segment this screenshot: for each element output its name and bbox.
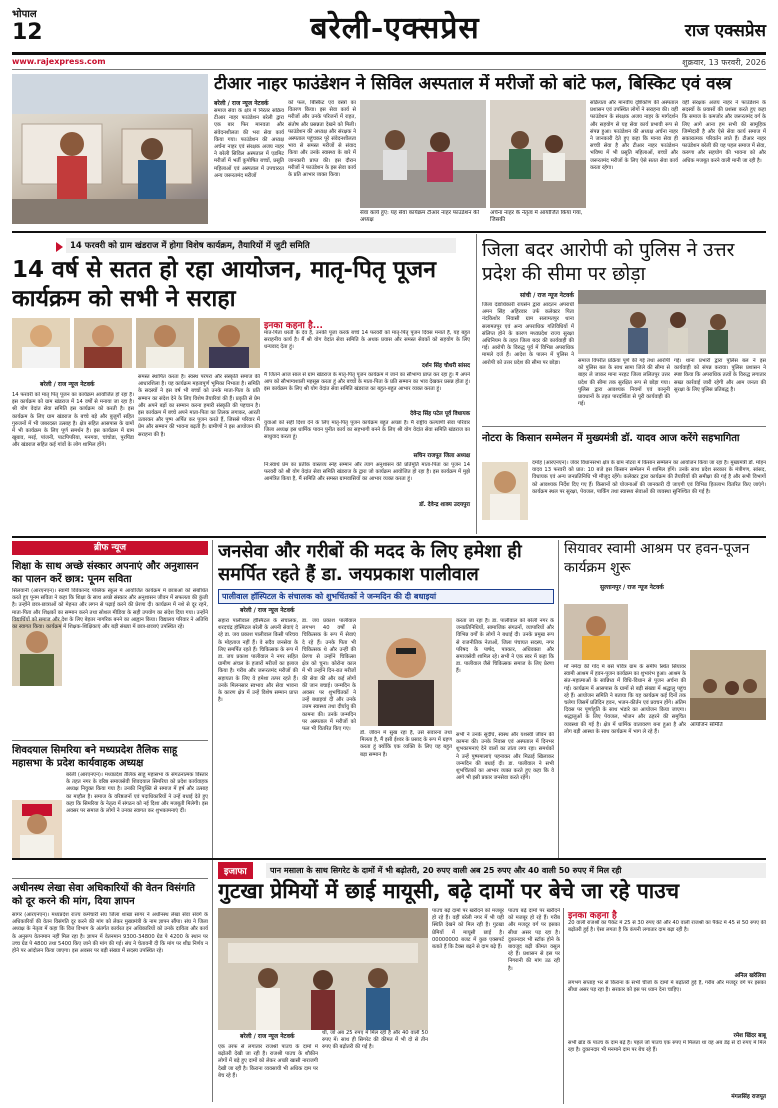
story5-col3: करता जा रहा है। डा. पालीवाल को बरेली नगर के जनप्रतिनिधियों, सामाजिक संगठनों, व्यापारियों और विभिन्न वर्गों के लोगों ने बधाई दी। उनके प्रमुख रूप से राजनीतिक नेताओं, जिला पंचायत सदस्य, नगर परिषद के पार्षद, पत्रकार, अधिवक्ता और समाजसेवी शामिल रहे। सभी ने एक स्वर में कहा कि डा. पालीवाल जैसे चिकित्सक समाज के लिए प्रेरणा हैं।	[456, 618, 554, 675]
story2-portraits-graphic	[12, 318, 260, 368]
story5-subhead: पालीवाल हॉस्पिटल के संचालक को शुभचिंतकों ने जन्मदिन की दी बधाइयां	[218, 589, 554, 604]
story7-kicker: पान मसाला के साथ सिगरेट के दामों में भी बढ़ोतरी, 20 रुपए वाली अब 25 रुपए और 40 वाली 50 रुपए में मिल रही	[266, 863, 766, 878]
page-city: भोपाल	[12, 9, 37, 20]
divider	[12, 740, 208, 741]
story1-col3: सक्रियता और मानवीय दृष्टिकोण की अस्पताल प्रशासन एवं उपस्थित लोगों ने सराहना की। वहीं फाउंडेशन के संरक्षक अजय नाहर के मार्गदर्शन और सहयोग से यह सेवा कार्य प्रभावी रूप से संपन्न हुआ। फाउंडेशन की अध्यक्ष अर्चना नाहर ने जानकारी देते हुए कहा कि मानव सेवा ही सच्ची सेवा है और टीआर नाहर फाउंडेशन भविष्य में भी प्रसूति महिलाओं, बच्चों और जरूरतमंद मरीजों के लिए ऐसे सतत सेवा कार्य करता रहेगा।	[590, 100, 678, 171]
story6-photo2	[690, 650, 766, 720]
story1-byline: बरेली / राज न्यूज नेटवर्क	[214, 100, 269, 107]
story7-photo	[218, 908, 428, 1030]
story6-byline: सुल्तानपुर / राज न्यूज नेटवर्क	[600, 584, 664, 591]
story7-col3: पाउच बढ़े दामों पर खरीदने को मजबूर हो रहे हैं। वहीं बरेली नगर में भी यही स्थिति देखने को मिल रही है। गुटखा प्रेमियों में मायूसी छाई है। 00000000 बजट में कुछ एक्सपर्ट बताते हैं कि टैक्स बढ़ने से दाम बढ़े हैं।	[432, 908, 504, 951]
column-rule	[476, 234, 477, 534]
story4-headline: नोटरा के किसान सम्मेलन में मुख्यमंत्री डॉ. यादव आज करेंगे सहभागिता	[482, 433, 740, 444]
website-link[interactable]: www.rajexpress.com	[12, 57, 106, 66]
column-rule	[563, 908, 564, 1104]
story2-quote2: मैं जितने आज साल से ग्राम खंडराज के मातृ-पितृ पूजन कार्यक्रम में जाने का सौभाग्य प्राप्त कर रहा हूं। मैं अपने आप को सौभाग्यशाली महसूस करता हूं और बच्चों के माता-पिता के प्रति सम्मान का भाव देखकर प्रसन्न होता हूं। इस कार्यक्रम के लिए श्री योग वेदांत सेवा समिति खंडराज का बहुत-बहुत आभार व्यक्त करता हूं।	[264, 372, 470, 393]
story1-col1: समाज सेवा के क्षेत्र में निरंतर सक्रिय टीआर नाहर फाउंडेशन बरेली द्वारा एक बार फिर मानवता और संवेदनशीलता की भरा सेवा कार्य किया गया। फाउंडेशन की अध्यक्ष अर्चना नाहर एवं संरक्षक अजय नाहर ने बरेली सिविल अस्पताल में एडमिट मरीजों में भर्ती कुपोषित बच्चों, प्रसूति महिलाओं एवं अस्पताल में उपचाररत अन्य जरूरतमंद मरीजों	[214, 108, 284, 179]
story1-caption2: अर्चना नाहर के नेतृत्व में आयोजित किया गया, जिसकी	[490, 210, 583, 223]
story5-col1: सहारा पालीवाल हॉस्पिटल के संचालक, शरदचंद्र हॉस्पिटल बरेली के अपनी सेवाएं दे रहे डा. जय प्रकाश पालीवाल किसी परिचय के मोहताज नहीं हैं। वे सदैव जनसेवा के लिए समर्पित रहते हैं। चिकित्सक के रूप में डा. जय प्रकाश पालीवाल ने नगर सहित ग्रामीण अंचल के हजारों मरीजों का इलाज किया है। गरीब और जरूरतमंद मरीजों की सहायता के लिए वे हमेशा तत्पर रहते हैं। उनके मिलनसार स्वभाव और सेवा भावना के कारण क्षेत्र में उन्हें विशेष सम्मान प्राप्त है।	[218, 618, 298, 704]
brief-photo2-graphic	[12, 800, 62, 860]
brief-label: ब्रीफ न्यूज	[12, 541, 208, 555]
story1-caption1: सेवा कार्य हुए: यह सेवा कार्यक्रम टीआर नाहर फाउंडेशन की अध्यक्ष	[360, 210, 480, 223]
brief-text1: सिलवानी (आरएनएन)। स्वामी विवेकानंद पब्लिक स्कूल में आयोजित कार्यक्रम में छात्राओं को संबोधित करते हुए पूनम सविता ने कहा कि शिक्षा के साथ अच्छे संस्कार और अनुशासन जीवन में सफलता की कुंजी है। उन्होंने छात्र-छात्राओं को मेहनत और लगन से पढ़ाई करने की प्रेरणा दी। कार्यक्रम में नशे से दूर रहने, माता-पिता और शिक्षकों का सम्मान करने तथा सोशल मीडिया के सही उपयोग का संदेश दिया गया। उन्होंने विद्यार्थियों को समाज और देश के लिए बेहतर नागरिक बनने का आह्वान किया। विद्यालय परिवार ने अतिथि का स्वागत किया। कार्यक्रम में शिक्षक-शिक्षिकाएं और बड़ी संख्या में छात्र-छात्राएं उपस्थित रहे।	[12, 588, 208, 631]
page-number: 12	[12, 20, 43, 45]
story3-byline: सांची / राज न्यूज नेटवर्क	[520, 292, 574, 299]
story2-quote4: नि:स्वार्थ प्रेम का प्रतीक वास्तव्य स्नेह सम्मान और त्याग अनुशासन की प्रतिमूर्ति माता-पिता का पूजन 14 फरवरी को श्री योग वेदांत सेवा समिति खंडराज के द्वारा जो कार्यक्रम आयोजित हो रहा है। इस कार्यक्रम में मुझे आमंत्रित किया है, मैं समिति और समस्त ग्रामवासियों का आभार व्यक्त करता हूं।	[264, 462, 470, 483]
story7-quote1: 20 वाली राजश्री का पैकेट में 25 से 30 रुपए की और 40 वाली राजश्री का पैकेट में 45 से 50 रुपए की बढ़ोतरी हुई है। ऐसा लगता है कि कंपनी लगातार दाम बढ़ा रही है।	[568, 920, 766, 934]
story7-byline: बरेली / राज न्यूज नेटवर्क	[240, 1033, 295, 1040]
story5-col2: डा. जय प्रकाश पालीवाल लगभग 40 वर्षों से चिकित्सक के रूप में सेवाएं दे रहे हैं। उनके पिता भी चिकित्सक थे और उन्हीं की प्रेरणा से उन्होंने चिकित्सा क्षेत्र को चुना। कोरोना काल में भी उन्होंने दिन-रात मरीजों की सेवा की और कई लोगों की जान बचाई। जन्मदिन के अवसर पर शुभचिंतकों ने उन्हें बधाइयां दीं और उनके उत्तम स्वास्थ्य तथा दीर्घायु की कामना की। उनके जन्मदिन पर अस्पताल में मरीजों को फल भी वितरित किए गए।	[302, 618, 356, 733]
brief-text3: सागर (आरएनएन)। मध्यप्रदेश राज्य कर्मचारी संघ जिला शाखा सागर ने अधीनस्थ लेखा सेवा संवर्ग के अधिकारियों की वेतन विसंगति दूर करने की मांग को लेकर मुख्यमंत्री के नाम ज्ञापन सौंपा। संघ ने जिला अध्यक्ष के नेतृत्व में कहा कि वित्त विभाग के अंतर्गत कार्यरत इन अधिकारियों को उनके दायित्व और कार्य के अनुरूप वेतनमान नहीं मिल रहा है। ज्ञापन में वेतनमान 9300-34800 ग्रेड पे 4200 के स्थान पर उच्च ग्रेड पे 4800 तथा 5400 किए जाने की मांग की गई। संघ ने चेतावनी दी कि मांग पर शीघ्र निर्णय न होने पर आंदोलन किया जाएगा। इस अवसर पर बड़ी संख्या में सदस्य उपस्थित रहे।	[12, 912, 208, 955]
story7-col4: पाउच बढ़े दामों पर खरीदने को मजबूर हो रहे हैं। गरीब और मजदूर वर्ग पर इसका सीधा असर पड़ रहा है। दुकानदार भी स्टॉक होने के बावजूद बढ़ी कीमत वसूल रहे हैं। प्रशासन से इस पर निगरानी की मांग उठ रही है।	[508, 908, 560, 972]
story1-photo2	[360, 100, 486, 208]
brief-photo2	[12, 800, 62, 860]
story7-quote3-name: मंगलसिंह राजपूत	[731, 1094, 766, 1100]
section-rule	[12, 858, 766, 860]
section-title: बरेली-एक्सप्रेस	[310, 11, 480, 46]
story2-col2: समस्त स्थापित करता है। स्वस्थ परंपरा और संस्कृति समाज की आधारशिला है। यह कार्यक्रम महत्वपूर्ण भूमिका निभाता है। समिति के सदस्यों ने इस वर्ष भी बच्चों को उनके माता-पिता के प्रति सम्मान का संदेश देने के लिए विशेष तैयारियां की हैं। प्रकृति से प्रेम और अपने बड़ों का सम्मान करना हमारी संस्कृति की पहचान है। इस कार्यक्रम में बच्चे अपने माता-पिता का तिलक लगाकर, आरती उतारकर और पुष्प अर्पित कर पूजन करते हैं, जिससे परिवार में प्रेम और सम्मान की भावना बढ़ती है। ग्रामीणों ने इस आयोजन की सराहना की है।	[138, 374, 260, 438]
story1-photo-graphic	[12, 74, 208, 224]
story1-photo3-graphic	[490, 100, 586, 208]
story1-photo	[12, 74, 208, 224]
story4-text: दमोह (आरएनएन)। जेवर विधानसभा क्षेत्र के ग्राम नोटरा में किसान सम्मेलन का आयोजन किया जा रहा है। मुख्यमंत्री डॉ. मोहन यादव 13 फरवरी को प्रात: 10 बजे इस किसान सम्मेलन में शामिल होंगे। उनके साथ प्रदेश सरकार के मंत्रीगण, सांसद, विधायक एवं अन्य जनप्रतिनिधि भी मौजूद रहेंगे। कलेक्टर द्वारा कार्यक्रम की तैयारियों की समीक्षा की गई है और सभी विभागों को आवश्यक निर्देश दिए गए हैं। किसानों को योजनाओं की जानकारी दी जाएगी एवं विभिन्न हितलाभ वितरित किए जाएंगे। कार्यक्रम स्थल पर सुरक्षा, पेयजल, पार्किंग तथा स्वास्थ्य सेवाओं की व्यवस्था सुनिश्चित की गई है।	[532, 460, 766, 495]
story2-quote-title: इनका कहना है...	[264, 321, 323, 331]
story3-photo-graphic	[578, 290, 766, 354]
story1-photo3	[490, 100, 586, 208]
story7-quote3: सभी ब्रांड के पाउच के दाम बढ़े हैं। पहले जो पाउच एक रुपए में मिलता था वह अब डेढ़ से दो रुपए में मिल रहा है। दुकानदार भी मनमाने दाम पर बेच रहे हैं।	[568, 1040, 766, 1054]
story7-col2: थी, जो अब 25 रुपए में मिल रही है और 40 वाली 50 रुपए में। साथ ही सिगरेट की कीमत में भी दो से तीन रुपए की बढ़ोतरी की गई है।	[322, 1030, 428, 1051]
story1-headline: टीआर नाहर फाउंडेशन ने सिविल अस्पताल में मरीजों को बांटे फल, बिस्किट एवं वस्त्र	[214, 74, 732, 94]
story7-quote-title: इनका कहना है	[568, 911, 617, 921]
story4-photo-graphic	[482, 462, 528, 520]
divider	[12, 878, 208, 879]
story2-quote4-name: डॉ. देवेन्द्र शाक्य उदयपुरा	[419, 502, 470, 508]
story7-quote2: लगभग सप्ताह भर से किराना के सभी चीजों के दामों में बढ़ोतरी हुई है, गरीब और मजदूर वर्ग पर इसका सीधा असर पड़ रहा है। सरकार को इस पर ध्यान देना चाहिए।	[568, 980, 766, 994]
brief-text2: बरेली (आरएनएन)। मध्यप्रदेश तैलिक साहू महासभा के संगठनात्मक विस्तार के तहत नगर के वरिष्ठ समाजसेवी शिवदयाल सिमरिया को प्रदेश कार्यवाहक अध्यक्ष नियुक्त किया गया है। उनकी नियुक्ति से समाज में हर्ष और उत्साह का माहौल है। समाज के वरिष्ठजनों एवं पदाधिकारियों ने उन्हें बधाई देते हुए कहा कि सिमरिया के नेतृत्व में संगठन को नई दिशा और मजबूती मिलेगी। इस अवसर पर समाज के लोगों ने उनका स्वागत कर शुभकामनाएं दीं।	[66, 772, 208, 815]
column-rule	[558, 540, 559, 858]
story1-photo2-graphic	[360, 100, 486, 208]
story7-headline: गुटखा प्रेमियों में छाई मायूसी, बढ़े दामों पर बेचे जा रहे पाउच	[218, 879, 680, 903]
story5-col4: सभी ने उनके सुदीर्घ, स्वस्थ और यशस्वी जीवन की कामना की। उनके निवास एवं अस्पताल में दिनभर शुभकामनाएं देने वालों का तांता लगा रहा। समर्थकों ने उन्हें पुष्पमालाएं पहनाकर और मिठाई खिलाकर जन्मदिन की बधाई दी। डा. पालीवाल ने सभी शुभचिंतकों का आभार व्यक्त करते हुए कहा कि वे आगे भी इसी प्रकार जनसेवा करते रहेंगे।	[456, 732, 554, 782]
story2-quote1-name: दर्शन सिंह चौधरी सांसद	[421, 363, 470, 369]
story7-quote1-name: अनिल खरेलिया	[734, 973, 766, 979]
story2-quote3: युवाओं को सही दिशा देने के लिए मातृ-पितृ पूजन कार्यक्रम बहुत अच्छा है। मैं राष्ट्रीय कल्याणी सेवा परिवार जिला अध्यक्ष इस धार्मिक पावन पुनीत कार्य का सहभागी बनने के लिए श्री योग वेदांत सेवा समिति खंडराज का साधुवाद करता हूं।	[264, 420, 470, 441]
story1-col2: को फल, बिस्किट एवं वस्त्रों का वितरण किया। इस सेवा कार्य से मरीजों और उनके परिजनों में राहत, संतोष और प्रसन्नता देखने को मिली। फाउंडेशन की अध्यक्ष और संरक्षक ने अस्पताल पहुंचकर पूरे संवेदनशीलता भाव से समस्त मरीजों से संवाद किया और उनके स्वास्थ्य के बारे में जानकारी प्राप्त की। इस दौरान मरीजों ने फाउंडेशन के इस सेवा कार्य के प्रति आभार व्यक्त किया।	[288, 100, 356, 179]
story5-photo	[360, 618, 452, 726]
story2-col1: 14 फरवरी को मातृ पितृ पूजन का कार्यक्रम आयोजित हो रहा है। इस कार्यक्रम को ग्राम खंडराज में 14 वर्षों से मनाया जा रहा है। श्री योग वेदांत सेवा समिति इस कार्यक्रम को करती है। इस कार्यक्रम के लिए ग्राम खंडराज के बच्चे बड़े और बुजुर्गों सहित गुरुजनों में भी जबरदस्त उत्साह है। क्षेत्र सहित आसपास के ग्रामों में भी कार्यक्रम के लिए पूर्ण समर्थन है। इस कार्यक्रम में ग्राम खुबाव, मरई, पांजनी, पाटपिपरिया, मनगवा, चांचोडा, पुरपिंडा और खंडराज सहित कई गांवों के लोग शामिल होंगे।	[12, 392, 134, 449]
story3-headline: जिला बदर आरोपी को पुलिस ने उत्तर प्रदेश की सीमा पर छोड़ा	[482, 239, 735, 285]
story1-col4: वहीं संरक्षक अजय नाहर ने फाउंडेशन के सदस्यों के प्रयासों की प्रशंसा करते हुए कहा कि समाज के कमजोर और जरूरतमंद वर्ग के लिए आगे आना हम सभी की सामूहिक जिम्मेदारी है और ऐसे सेवा कार्य समाज में सकारात्मक परिवर्तन लाते हैं। टीआर नाहर फाउंडेशन बरेली की यह पहल समाज में सेवा, करुणा और सहयोग की भावना को और अधिक मजबूत करने वाली मानी जा रही है।	[682, 100, 766, 164]
story3-col2: समाज विपरीत प्रक्रिया पूर्ण की गई तथा आरोपी को पुलिस बल के साथ सामा जिले की सीमा से बाहर ले जाकर माना नरहट जिला ललितपुर उत्तर प्रदेश की सीमा तक सुरक्षित रूप से छोड़ा गया। पुलिस द्वारा आवश्यक नियमों एवं कानूनी प्रावधानों के तहत पारदर्शिता से पूरी कार्यवाही की गई।	[578, 358, 670, 408]
story5-photo-graphic	[360, 618, 452, 726]
story5-headline: जनसेवा और गरीबों की मदद के लिए हमेशा ही समर्पित रहते हैं डा. जयप्रकाश पालीवाल	[218, 541, 522, 585]
story3-col3: गई। थाना प्रभारी द्वारा पुलिस बल ने इस कार्यवाही को संपन्न कराया। पुलिस प्रशासन ने स्पष्ट किया कि अपराधिक तत्वों के विरुद्ध लगातार सख्त कार्रवाई जारी रहेगी और आम जनता की सुरक्षा के लिए पुलिस प्रतिबद्ध है।	[674, 358, 766, 393]
brand-name: राज एक्सप्रेस	[684, 21, 766, 41]
section-rule	[12, 231, 766, 233]
story2-portraits	[12, 318, 260, 368]
brief-headline2: शिवदयाल सिमरिया बने मध्यप्रदेश तैलिक साहू महासभा के प्रदेश कार्यवाहक अध्यक्ष	[12, 745, 178, 769]
story4-photo	[482, 462, 528, 520]
story2-quote3-name: सचिन राजपूत जिला अध्यक्ष	[413, 453, 470, 459]
story5-byline: बरेली / राज न्यूज नेटवर्क	[240, 607, 295, 614]
column-rule	[212, 540, 213, 1102]
brief-headline1: शिक्षा के साथ अच्छे संस्कार अपनाएं और अनुशासन का पालन करें छात्र: पूनम सविता	[12, 561, 199, 585]
story2-kicker: 14 फरवरी को ग्राम खंडराज में होगा विशेष कार्यक्रम, तैयारियों में जुटी समिति	[66, 238, 456, 253]
divider	[482, 426, 766, 427]
masthead-rule	[12, 52, 766, 55]
issue-date: शुक्रवार, 13 फरवरी, 2026	[682, 58, 766, 67]
story2-headline: 14 वर्ष से सतत हो रहा आयोजन, मातृ-पितृ पूजन कार्यक्रम को सभी ने सराहा	[12, 257, 436, 312]
story6-photo1-graphic	[564, 604, 628, 660]
story2-quote1: मात-पिता धरती के देव हैं, उनकी पूजा करके बच्चे 14 फरवरी को मातृ-पितृ पूजन दिवस मनाते हैं, यह बहुत सराहनीय कार्य है। मैं श्री योग वेदांत सेवा समिति के अथक प्रयास और समस्त सेवकों को सहयोग के लिए धन्यवाद देता हूं।	[264, 330, 470, 351]
story7-col1: एक तरफ से लगातार राजश्री पाउच के दामों में बढ़ोतरी देखी जा रही है। राजश्री पाउच के शौकीन लोगों में बड़े हुए दामों को लेकर अच्छी खासी नाराजगी देखी जा रही है। किराना व्यवसायी भी अधिक दाम पर बेच रहे हैं।	[218, 1044, 318, 1079]
story5-photo-caption: डॉ. जीवन में सुख रहा है, उसे सवारना तथा मिलता है, मैं इसी ईश्वर के प्रसाद के रूप में ग्रहण करता हूं क्योंकि एक व्यक्ति के लिए यह बहुत बड़ा सम्मान है।	[360, 730, 452, 758]
story6-text: माँ नर्मदा की गोद में बसे पवित्र ग्राम के समीप स्थित सियावर स्वामी आश्रम में हवन-पूजन कार्यक्रम का शुभारंभ हुआ। आश्रम के संत-महात्माओं के सान्निध्य में विधि-विधान से पूजन अर्चना की गई। कार्यक्रम में आसपास के ग्रामों से बड़ी संख्या में श्रद्धालु पहुंच रहे हैं। आयोजन समिति ने बताया कि यह कार्यक्रम कई दिनों तक चलेगा जिसमें प्रतिदिन हवन, भजन-कीर्तन एवं प्रवचन होंगे। अंतिम दिवस पर पूर्णाहुति के साथ भंडारे का आयोजन किया जाएगा। श्रद्धालुओं के लिए पेयजल, भोजन और ठहरने की समुचित व्यवस्था की गई है। क्षेत्र में धार्मिक वातावरण बना हुआ है और लोग बड़ी आस्था के साथ कार्यक्रम में भाग ले रहे हैं।	[564, 664, 686, 735]
section-rule	[12, 536, 766, 538]
story3-photo	[578, 290, 766, 354]
story3-col1: जिला दंडाधिकारी रायसेन द्वारा आदतन अपराधी अमन सिंह अहिरवार उर्फ कलेक्टर पिता नंदकिशोर निवासी ग्राम सलामतपुर थाना सलामतपुर एवं अन्य अपराधिक गतिविधियों में संलिप्त होने के कारण मध्यप्रदेश राज्य सुरक्षा अधिनियम के तहत जिला बदर की कार्यवाही की गई। आरोपी के विरुद्ध पूर्व में विभिन्न अपराधिक मामले दर्ज हैं। आदेश के पालन में पुलिस ने आरोपी को उत्तर प्रदेश की सीमा पर छोड़ा।	[482, 302, 574, 366]
story6-photo2-graphic	[690, 650, 766, 720]
story6-headline: सियावर स्वामी आश्रम पर हवन-पूजन कार्यक्रम शुरू	[564, 541, 750, 576]
story6-photo-caption: आयोजन समिति	[690, 722, 723, 728]
story2-byline: बरेली / राज न्यूज नेटवर्क	[40, 381, 95, 388]
story6-photo1	[564, 604, 628, 660]
divider	[12, 69, 766, 70]
story2-quote2-name: देवेन्द्र सिंह पटेल पूर्व विधायक	[410, 411, 470, 417]
story7-quote2-name: रमेश खिंदर बाबू	[733, 1033, 766, 1039]
brief-headline3: अधीनस्थ लेखा सेवा अधिकारियों की वेतन विसंगति को दूर करने की मांग, दिया ज्ञापन	[12, 883, 195, 907]
story2-kicker-marker	[56, 242, 63, 252]
story7-tag: इजाफा	[218, 862, 253, 879]
story7-photo-graphic	[218, 908, 428, 1030]
